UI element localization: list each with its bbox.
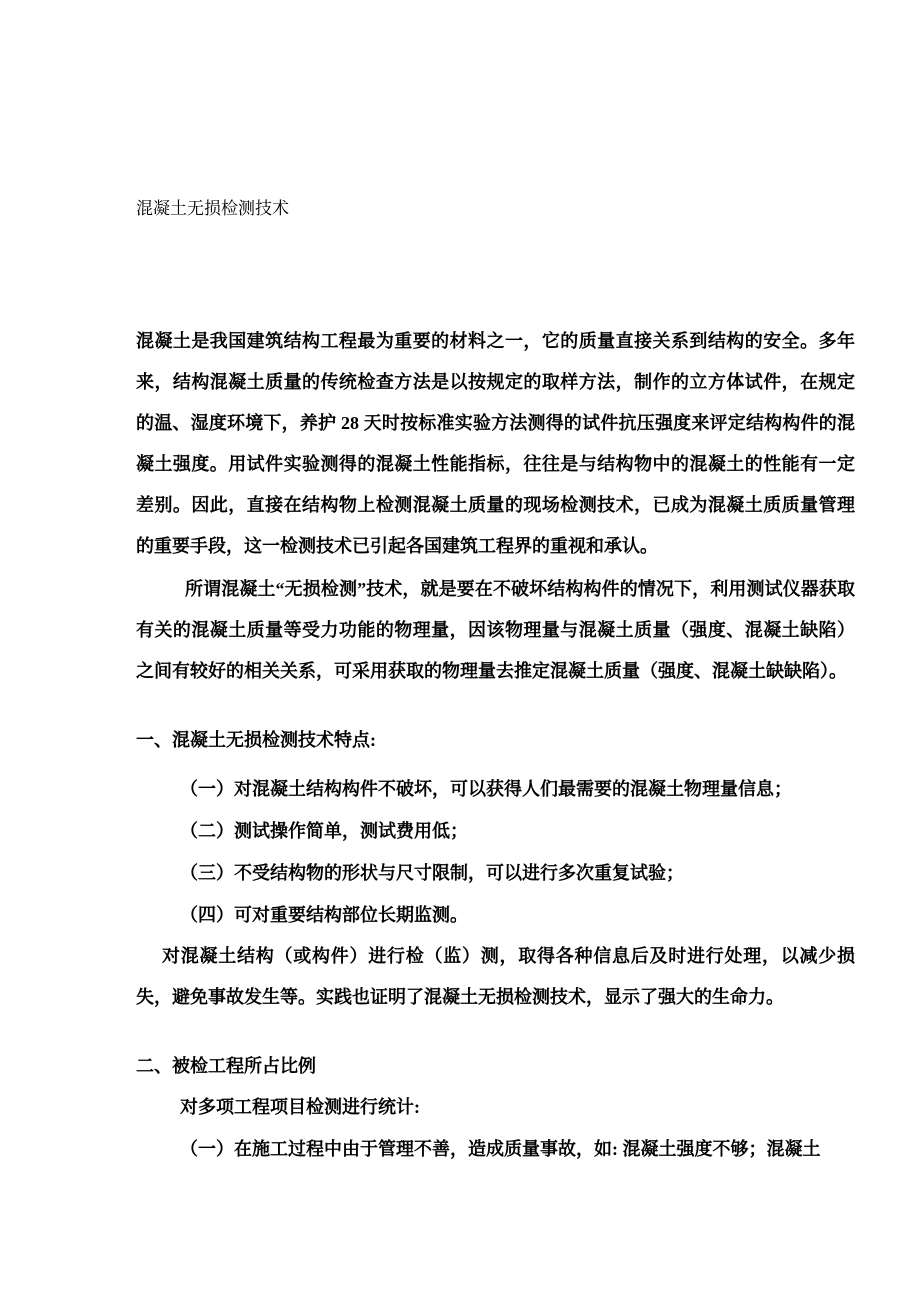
feature-item-3: （三）不受结构物的形状与尺寸限制，可以进行多次重复试验；	[180, 863, 684, 883]
section2-heading: 二、被检工程所占比例	[136, 1056, 316, 1076]
feature-item-4: （四）可对重要结构部位长期监测。	[180, 905, 468, 925]
feature-item-1: （一）对混凝土结构构件不破坏，可以获得人们最需要的混凝土物理量信息；	[180, 779, 792, 799]
section1-summary-paragraph: 对混凝土结构（或构件）进行检（监）测，取得各种信息后及时进行处理，以减少损失，避免事故发生等。实践也证明了混凝土无损检测技术，显示了强大的生命力。	[136, 946, 855, 1007]
document-content	[136, 196, 855, 1170]
section1-heading: 一、混凝土无损检测技术特点:	[136, 730, 376, 750]
section1-feature-list	[136, 768, 855, 936]
document-title: 混凝土无损检测技术	[136, 199, 289, 218]
intro-paragraph-1: 混凝土是我国建筑结构工程最为重要的材料之一，它的质量直接关系到结构的安全。多年来，结构混凝土质量的传统检查方法是以按规定的取样方法，制作的立方体试件，在规定的温、湿度环境下，养护 28 天时按标准实验方法测得的试件抗压强度来评定结构构件的混凝土强度。用试件实验测得的混凝土性能指标，往往是与结构物中的混凝土的性能有一定差别。因此，直接在结构物上检测混凝土质量的现场检测技术，已成为混凝土质质量管理的重要手段，这一检测技术已引起各国建筑工程界的重视和承认。	[136, 331, 855, 556]
section2-intro-line: 对多项工程项目检测进行统计:	[180, 1097, 420, 1117]
intro-paragraph-2: 所谓混凝土“无损检测”技术，就是要在不破坏结构构件的情况下，利用测试仪器获取有关的混凝土质量等受力功能的物理量，因该物理量与混凝土质量（强度、混凝土缺陷）之间有较好的相关关系，可采用获取的物理量去推定混凝土质量（强度、混凝土缺缺陷）。	[136, 579, 855, 681]
section2-item-1: （一）在施工过程中由于管理不善，造成质量事故，如: 混凝土强度不够；混凝土	[180, 1139, 821, 1159]
feature-item-2: （二）测试操作简单，测试费用低；	[180, 821, 468, 841]
